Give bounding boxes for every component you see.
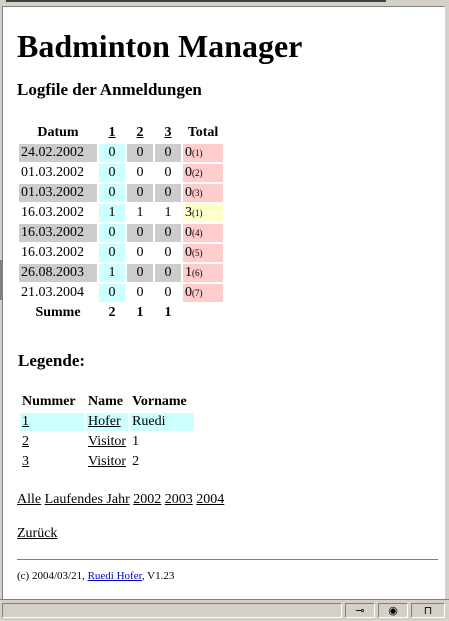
security-eye-icon: ◉ [388, 604, 398, 617]
row-c3: 0 [155, 144, 181, 162]
row-total-value: 0 [185, 165, 192, 180]
row-total-index: (7) [192, 288, 203, 298]
row-c3: 1 [164, 205, 172, 220]
row-date: 16.03.2002 [21, 205, 84, 220]
row-date: 01.03.2002 [21, 165, 84, 180]
row-date: 21.03.2004 [21, 285, 84, 300]
sum-label: Summe [35, 305, 81, 320]
row-total [183, 164, 223, 182]
table-row [19, 244, 223, 262]
row-c1: 0 [99, 144, 125, 162]
table-row [19, 184, 223, 202]
legend-firstname: 1 [132, 434, 140, 449]
row-date: 26.08.2003 [19, 264, 97, 282]
header-link-1[interactable]: 1 [108, 125, 116, 140]
header-link-3[interactable]: 3 [164, 125, 172, 140]
footer [17, 570, 174, 582]
status-plug-cell [345, 603, 375, 618]
log-header-row [19, 124, 223, 142]
legend-table [18, 391, 196, 473]
sum-row [19, 304, 223, 322]
row-c3: 0 [164, 165, 172, 180]
back-link-container [17, 526, 57, 542]
row-total-index: (6) [192, 268, 203, 278]
row-total-value: 0 [185, 245, 192, 260]
table-row [19, 164, 223, 182]
row-c2: 0 [136, 245, 144, 260]
back-link[interactable]: Zurück [17, 526, 58, 541]
row-total-value: 0 [185, 145, 192, 160]
year-filter-links [17, 492, 224, 508]
table-row [19, 144, 223, 162]
legend-row [20, 433, 194, 451]
status-bar [0, 599, 449, 621]
row-c2: 0 [136, 165, 144, 180]
row-total [183, 144, 223, 162]
footer-prefix: (c) 2004/03/21, [17, 570, 88, 582]
row-total-value: 3 [185, 205, 192, 220]
row-total-index: (3) [192, 188, 203, 198]
row-c2: 0 [127, 144, 153, 162]
page-frame [2, 6, 445, 599]
row-c3: 0 [164, 245, 172, 260]
legend-row [20, 413, 194, 431]
sum-c3: 1 [164, 305, 172, 320]
legend-name-link[interactable]: Visitor [88, 454, 127, 469]
row-c3: 0 [155, 224, 181, 242]
filter-current-year-link[interactable]: Laufendes Jahr [44, 492, 130, 507]
row-c3: 0 [164, 285, 172, 300]
footer-suffix: , V1.23 [141, 570, 175, 582]
sum-c1: 2 [108, 305, 116, 320]
legend-name-link[interactable]: Visitor [88, 434, 127, 449]
row-total-value: 0 [185, 225, 192, 240]
filter-all-link[interactable]: Alle [17, 492, 42, 507]
legend-number-link[interactable]: 2 [22, 434, 29, 449]
lock-icon: ⊓ [423, 604, 433, 617]
row-c1: 1 [99, 264, 125, 282]
row-total-value: 0 [185, 285, 192, 300]
row-total-index: (1) [192, 208, 203, 218]
row-date: 16.03.2002 [19, 224, 97, 242]
page-title: Badminton Manager [17, 28, 303, 64]
row-c1: 0 [99, 284, 125, 302]
table-row [19, 264, 223, 282]
row-c1: 0 [99, 224, 125, 242]
row-c1: 0 [99, 164, 125, 182]
legend-number-link[interactable]: 3 [22, 454, 29, 469]
legend-title: Legende: [18, 351, 86, 370]
filter-2003-link[interactable]: 2003 [164, 492, 193, 507]
row-c3: 0 [155, 184, 181, 202]
row-total [183, 184, 223, 202]
filter-2004-link[interactable]: 2004 [196, 492, 225, 507]
top-border [6, 0, 386, 2]
table-row [19, 224, 223, 242]
filter-2002-link[interactable]: 2002 [133, 492, 162, 507]
row-c2: 0 [127, 184, 153, 202]
status-text-area [2, 603, 342, 618]
page-content [17, 27, 441, 101]
row-c1: 1 [99, 204, 125, 222]
row-total-index: (5) [192, 248, 203, 258]
row-c1: 0 [99, 244, 125, 262]
row-total-index: (4) [192, 228, 203, 238]
legend-name-link[interactable]: Hofer [88, 414, 121, 429]
status-security-cell [378, 603, 408, 618]
row-c2: 0 [127, 264, 153, 282]
header-total: Total [187, 125, 219, 140]
row-total-index: (1) [192, 148, 203, 158]
row-total [183, 244, 223, 262]
row-total-value: 0 [185, 185, 192, 200]
table-row [19, 284, 223, 302]
row-date: 16.03.2002 [21, 245, 84, 260]
header-link-2[interactable]: 2 [136, 125, 144, 140]
row-c2: 1 [136, 205, 144, 220]
log-table [17, 122, 225, 324]
legend-header-name: Name [88, 394, 123, 409]
footer-author-link[interactable]: Ruedi Hofer [87, 570, 142, 582]
row-date: 24.02.2002 [19, 144, 97, 162]
row-total [183, 284, 223, 302]
table-row [19, 204, 223, 222]
legend-firstname: 2 [132, 454, 140, 469]
row-c2: 0 [136, 285, 144, 300]
legend-header-row [20, 393, 194, 411]
page-subtitle: Logfile der Anmeldungen [17, 80, 202, 99]
sum-c2: 1 [136, 305, 144, 320]
row-total [183, 224, 223, 242]
row-total-value: 1 [185, 265, 192, 280]
row-c3: 0 [155, 264, 181, 282]
row-total [183, 204, 223, 222]
row-c2: 0 [127, 224, 153, 242]
row-total [183, 264, 223, 282]
header-datum: Datum [37, 125, 79, 140]
legend-firstname: Ruedi [130, 413, 194, 431]
row-date: 01.03.2002 [19, 184, 97, 202]
footer-divider [17, 559, 438, 561]
status-lock-cell [411, 603, 445, 618]
legend-row [20, 453, 194, 471]
legend-number-link[interactable]: 1 [22, 414, 29, 429]
plug-icon: ⊸ [355, 604, 365, 617]
row-c1: 0 [99, 184, 125, 202]
row-total-index: (2) [192, 168, 203, 178]
legend-header-number: Nummer [22, 394, 76, 409]
legend-header-firstname: Vorname [132, 394, 187, 409]
